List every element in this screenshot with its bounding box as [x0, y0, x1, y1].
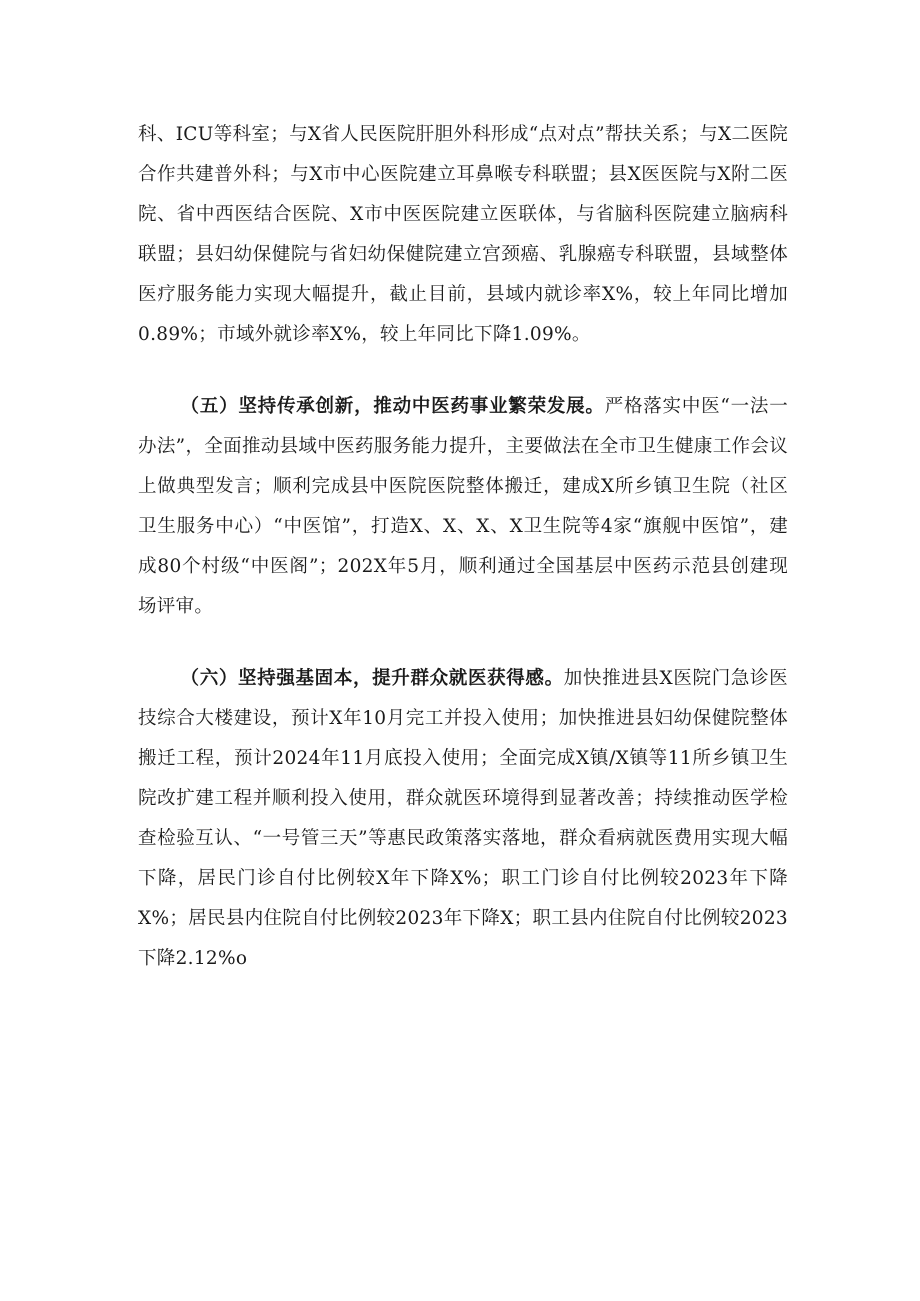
paragraph-text: 严格落实中医“一法一办法”，全面推动县域中医药服务能力提升，主要做法在全市卫生健康工作会议上做典型发言；顺利完成县中医院医院整体搬迁，建成X所乡镇卫生院（社区卫生服务中心）“中医馆”，打造X、X、X、X卫生院等4家“旗舰中医馆”，建成80个村级“中医阁”；202X年5月，顺利通过全国基层中医药示范县创建现场评审。 [138, 396, 788, 617]
paragraph-text: 科、ICU等科室；与X省人民医院肝胆外科形成“点对点”帮扶关系；与X二医院合作共建普外科；与X市中心医院建立耳鼻喉专科联盟；县X医医院与X附二医院、省中西医结合医院、X市中医医院建立医联体，与省脑科医院建立脑病科联盟；县妇幼保健院与省妇幼保健院建立宫颈癌、乳腺癌专科联盟，县域整体医疗服务能力实现大幅提升，截止目前，县域内就诊率X%，较上年同比增加0.89%；市域外就诊率X%，较上年同比下降1.09%。 [138, 124, 788, 345]
section-heading-5: （五）坚持传承创新，推动中医药事业繁荣发展。 [180, 396, 605, 417]
document-page [138, 115, 788, 979]
paragraph-tcm-development [138, 387, 788, 627]
paragraph-medical-alliance [138, 115, 788, 355]
paragraph-grassroots-strengthening [138, 659, 788, 979]
paragraph-text: 加快推进县X医院门急诊医技综合大楼建设，预计X年10月完工并投入使用；加快推进县妇幼保健院整体搬迁工程，预计2024年11月底投入使用；全面完成X镇/X镇等11所乡镇卫生院改扩建工程并顺利投入使用，群众就医环境得到显著改善；持续推动医学检查检验互认、“一号管三天”等惠民政策落实落地，群众看病就医费用实现大幅下降，居民门诊自付比例较X年下降X%；职工门诊自付比例较2023年下降X%；居民县内住院自付比例较2023年下降X；职工县内住院自付比例较2023下降2.12%o [138, 668, 788, 969]
section-heading-6: （六）坚持强基固本，提升群众就医获得感。 [180, 668, 564, 689]
